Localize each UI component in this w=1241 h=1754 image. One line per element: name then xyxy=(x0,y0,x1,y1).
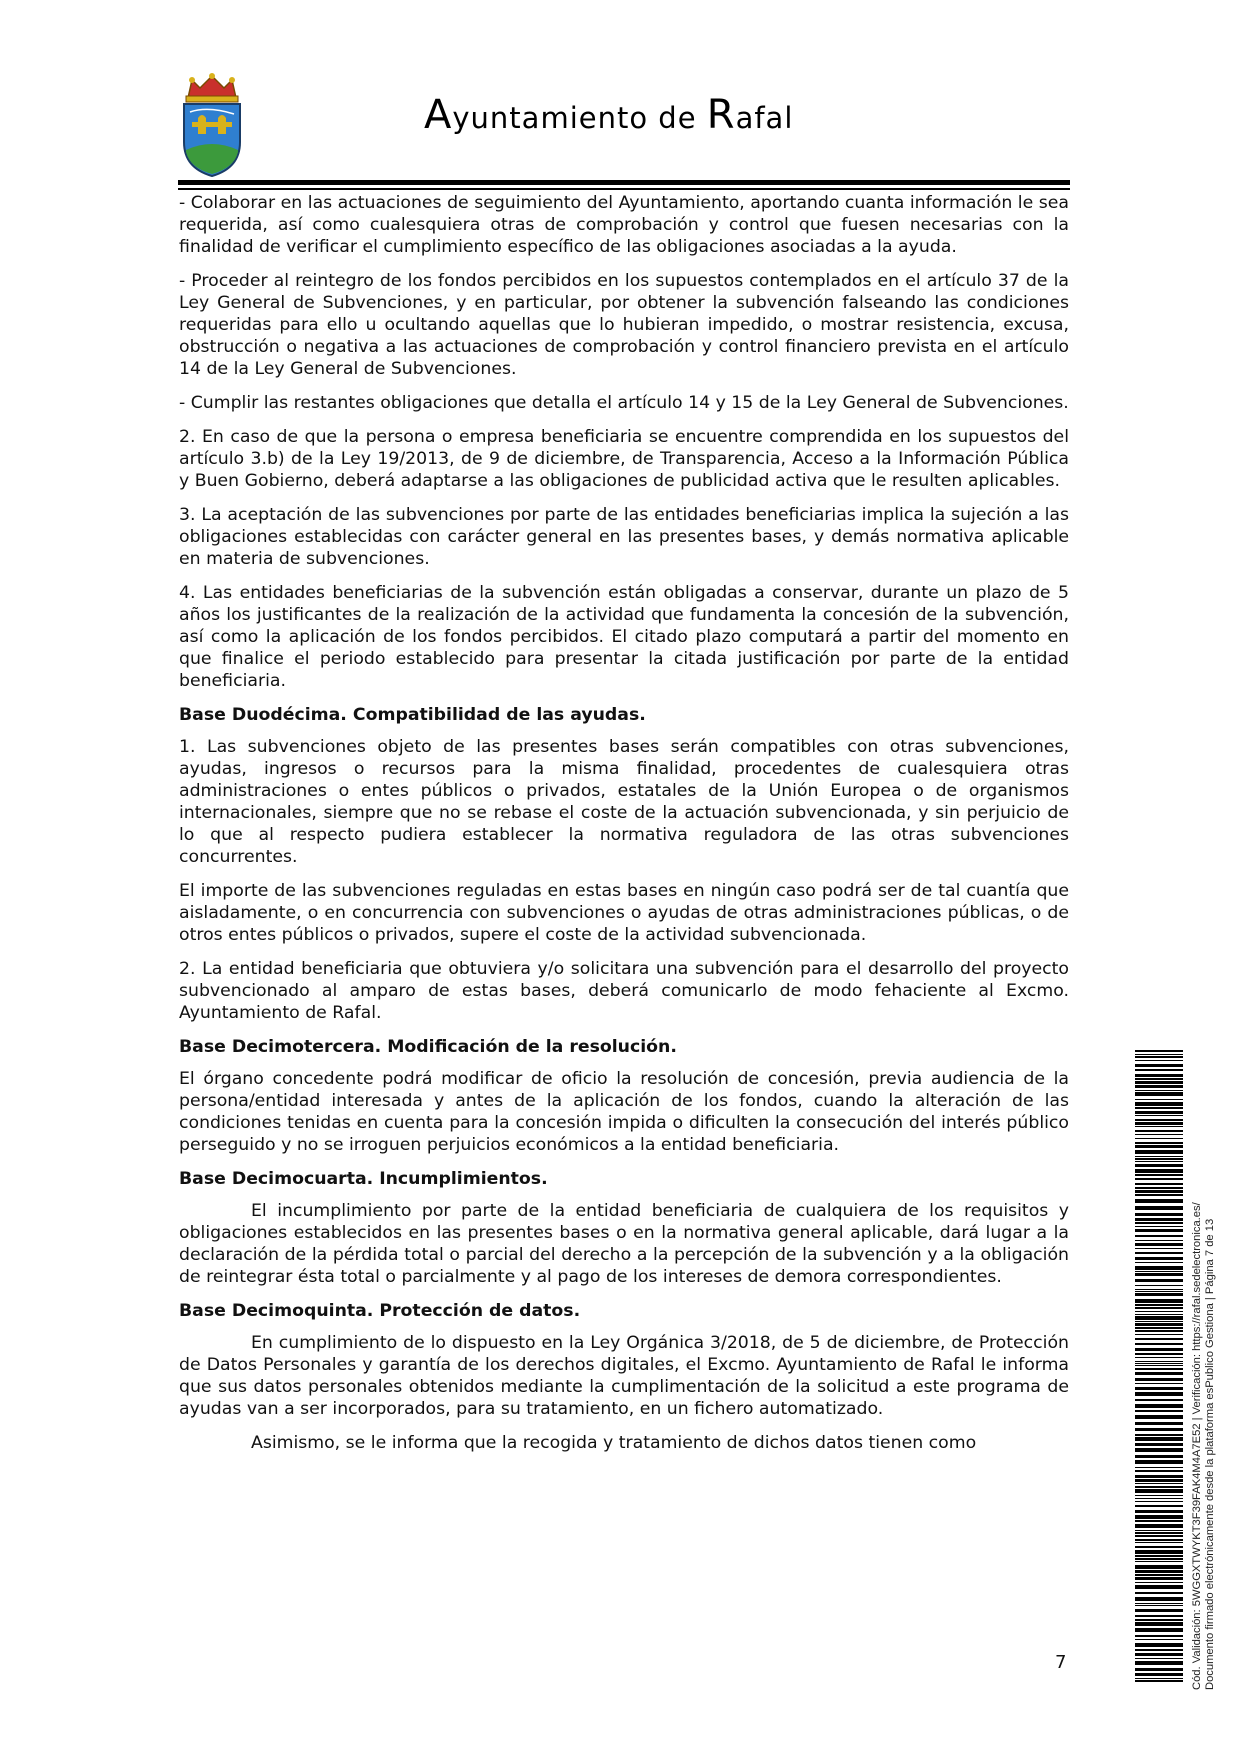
paragraph: En cumplimiento de lo dispuesto en la Ley Orgánica 3/2018, de 5 de diciembre, de Protección de Datos Personales y garantía de los derechos digitales, el Excmo. Ayuntamiento de Rafal le informa que sus datos personales obtenidos mediante la cumplimentación de la solicitud a este programa de ayudas van a ser incorporados, para su tratamiento, en un fichero automatizado. xyxy=(179,1333,1069,1419)
paragraph: 3. La aceptación de las subvenciones por parte de las entidades beneficiarias implica la sujeción a las obligaciones establecidas con carácter general en las presentes bases, y demás normativa aplicable en materia de subvenciones. xyxy=(179,505,1069,569)
barcode-icon xyxy=(1135,1050,1183,1682)
header-rule-thick xyxy=(178,180,1070,185)
paragraph: El importe de las subvenciones reguladas en estas bases en ningún caso podrá ser de tal cuantía que aisladamente, o en concurrencia con subvenciones o ayudas de otras administraciones públicas, o de otros entes públicos o privados, supere el coste de la actividad subvencionada. xyxy=(179,881,1069,945)
section-heading: Base Duodécima. Compatibilidad de las ayudas. xyxy=(179,705,646,725)
validation-line-1: Cód. Validación: 5WGGXTWYKT3F39FAK4M4A7E52 | Verificación: https://rafal.sedelectronica.es/ xyxy=(1191,1202,1203,1690)
paragraph: El órgano concedente podrá modificar de oficio la resolución de concesión, previa audiencia de la persona/entidad interesada y antes de la aplicación de los fondos, cuando la alteración de las condiciones tenidas en cuenta para la concesión impida o dificulten la consecución del interés público perseguido y no se irroguen perjuicios económicos a la entidad beneficiaria. xyxy=(179,1069,1069,1155)
paragraph: 4. Las entidades beneficiarias de la subvención están obligadas a conservar, durante un plazo de 5 años los justificantes de la realización de la actividad que fundamenta la concesión de la subvención, así como la aplicación de los fondos percibidos. El citado plazo computará a partir del momento en que finalice el periodo establecido para presentar la citada justificación por parte de la entidad beneficiaria. xyxy=(179,583,1069,691)
document-body xyxy=(179,192,1069,1466)
title-text-1: yuntamiento de xyxy=(452,101,707,135)
paragraph: 1. Las subvenciones objeto de las presentes bases serán compatibles con otras subvenciones, ayudas, ingresos o recursos para la misma finalidad, procedentes de cualesquiera otras administraciones o entes públicos o privados, estatales de la Unión Europea o de organismos internacionales, siempre que no se rebase el coste de la actuación subvencionada, y sin perjuicio de lo que al respecto pudiera establecer la normativa reguladora de las otras subvenciones concurrentes. xyxy=(179,737,1069,867)
validation-text xyxy=(1191,1050,1217,1690)
page-title xyxy=(424,92,793,138)
paragraph: El incumplimiento por parte de la entidad beneficiaria de cualquiera de los requisitos y obligaciones establecidos en las presentes bases o en la normativa general aplicable, dará lugar a la declaración de la pérdida total o parcial del derecho a la percepción de la subvención y a la obligación de reintegrar ésta total o parcialmente y al pago de los intereses de demora correspondientes. xyxy=(179,1201,1069,1287)
paragraph: - Colaborar en las actuaciones de seguimiento del Ayuntamiento, aportando cuanta información le sea requerida, así como cualesquiera otras de comprobación y control que fuesen necesarias con la finalidad de verificar el cumplimiento específico de las obligaciones asociadas a la ayuda. xyxy=(179,193,1069,257)
paragraph: 2. En caso de que la persona o empresa beneficiaria se encuentre comprendida en los supuestos del artículo 3.b) de la Ley 19/2013, de 9 de diciembre, de Transparencia, Acceso a la Información Pública y Buen Gobierno, deberá adaptarse a las obligaciones de publicidad activa que le resulten aplicables. xyxy=(179,427,1069,491)
section-heading: Base Decimotercera. Modificación de la resolución. xyxy=(179,1037,677,1057)
paragraph: Asimismo, se le informa que la recogida y tratamiento de dichos datos tienen como xyxy=(251,1433,977,1453)
title-initial-r: R xyxy=(706,92,736,138)
validation-line-2: Documento firmado electrónicamente desde la plataforma esPublico Gestiona | Página 7 de 13 xyxy=(1204,1218,1216,1690)
page-header xyxy=(178,72,1070,184)
title-initial-a: A xyxy=(424,92,453,138)
header-rule-thin xyxy=(178,188,1070,190)
paragraph: - Cumplir las restantes obligaciones que detalla el artículo 14 y 15 de la Ley General de Subvenciones. xyxy=(179,393,1069,413)
paragraph: - Proceder al reintegro de los fondos percibidos en los supuestos contemplados en el artículo 37 de la Ley General de Subvenciones, y en particular, por obtener la subvención falseando las condiciones requeridas para ello u ocultando aquellas que lo hubieran impedido, o mostrar resistencia, excusa, obstrucción o negativa a las actuaciones de comprobación y control financiero prevista en el artículo 14 de la Ley General de Subvenciones. xyxy=(179,271,1069,379)
section-heading: Base Decimocuarta. Incumplimientos. xyxy=(179,1169,548,1189)
coat-of-arms-logo xyxy=(178,72,246,180)
section-heading: Base Decimoquinta. Protección de datos. xyxy=(179,1301,581,1321)
page-number: 7 xyxy=(1055,1652,1067,1673)
paragraph: 2. La entidad beneficiaria que obtuviera y/o solicitara una subvención para el desarrollo del proyecto subvencionado al amparo de estas bases, deberá comunicarlo de modo fehaciente al Excmo. Ayuntamiento de Rafal. xyxy=(179,959,1069,1023)
title-text-2: afal xyxy=(735,101,794,135)
